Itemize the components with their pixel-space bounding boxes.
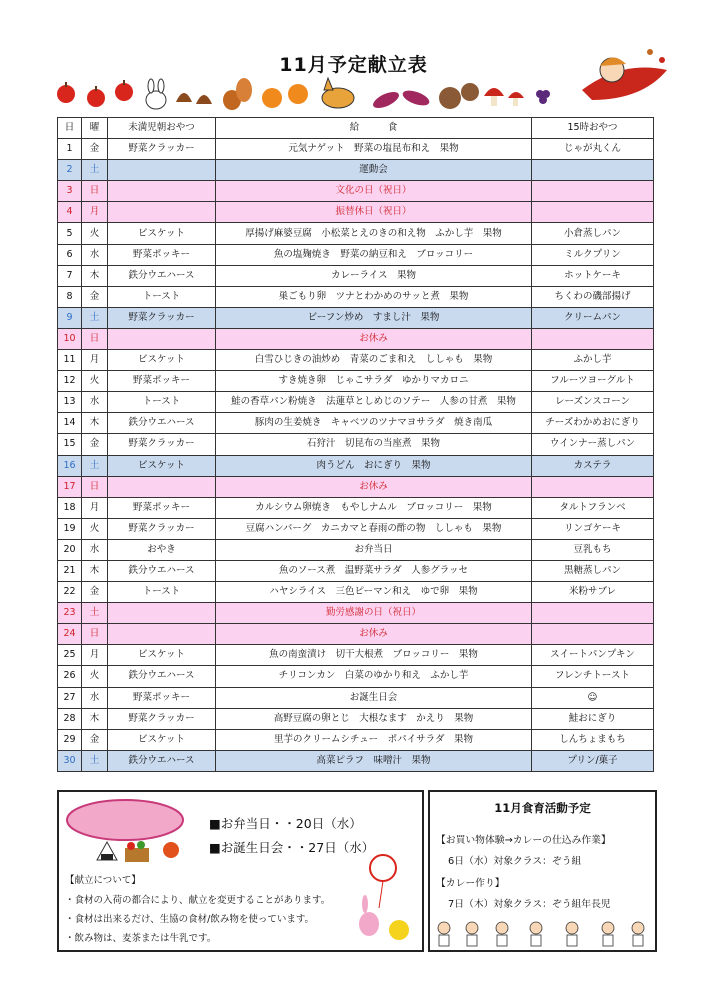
menu-lunch: 肉うどん おにぎり 果物 [216,455,532,476]
vegetable-basket-icon [125,841,149,862]
menu-weekday: 金 [82,286,108,307]
menu-row [58,666,654,687]
notice-bullet: ・食材の入荷の都合により、献立を変更することがあります。 [65,895,331,906]
menu-row [58,223,654,244]
menu-lunch: カレーライス 果物 [216,265,532,286]
menu-morning-snack: 鉄分ウエハース [108,413,216,434]
menu-weekday: 木 [82,413,108,434]
menu-row [58,582,654,603]
menu-afternoon-snack: しんちょまもち [532,729,654,750]
autumn-decoration [52,72,662,118]
menu-morning-snack: 野菜クラッカー [108,434,216,455]
header-morning-snack: 未満児朝おやつ [108,118,216,139]
menu-day: 7 [58,265,82,286]
menu-morning-snack: ビスケット [108,350,216,371]
menu-day: 20 [58,539,82,560]
menu-weekday: 金 [82,729,108,750]
menu-day: 2 [58,160,82,181]
food-education-box [428,790,657,952]
menu-row [58,286,654,307]
menu-row [58,307,654,328]
menu-morning-snack [108,603,216,624]
menu-morning-snack: トースト [108,392,216,413]
menu-day: 22 [58,582,82,603]
chestnut-icon [176,93,212,104]
menu-morning-snack: 鉄分ウエハース [108,265,216,286]
menu-afternoon-snack: フレンチトースト [532,666,654,687]
menu-afternoon-snack: じゃが丸くん [532,139,654,160]
menu-row [58,371,654,392]
menu-morning-snack: ビスケット [108,223,216,244]
menu-afternoon-snack: タルトフランベ [532,497,654,518]
menu-row [58,244,654,265]
activity-1-heading: 【お買い物体験→カレーの仕込み作業】 [436,835,611,846]
activity-2-heading: 【カレー作り】 [436,878,505,889]
menu-morning-snack [108,476,216,497]
menu-morning-snack [108,328,216,349]
menu-lunch: 巣ごもり卵 ツナとわかめのサッと煮 果物 [216,286,532,307]
menu-day: 24 [58,624,82,645]
menu-morning-snack: 野菜ポッキー [108,497,216,518]
menu-row [58,729,654,750]
menu-afternoon-snack: ホットケーキ [532,265,654,286]
menu-row [58,202,654,223]
menu-afternoon-snack [532,181,654,202]
notice-box [57,790,424,952]
table-header-row [58,118,654,139]
menu-afternoon-snack: ウインナー蒸しパン [532,434,654,455]
menu-weekday: 火 [82,518,108,539]
menu-lunch: 石狩汁 切昆布の当座煮 果物 [216,434,532,455]
menu-morning-snack: 鉄分ウエハース [108,560,216,581]
menu-morning-snack: 鉄分ウエハース [108,666,216,687]
menu-morning-snack: 野菜クラッカー [108,518,216,539]
menu-afternoon-snack: ちくわの磯部揚げ [532,286,654,307]
menu-morning-snack: 野菜クラッカー [108,708,216,729]
menu-day: 4 [58,202,82,223]
menu-weekday: 日 [82,181,108,202]
menu-row [58,434,654,455]
menu-lunch: 白雪ひじきの油炒め 青菜のごま和え ししゃも 果物 [216,350,532,371]
menu-lunch: お弁当日 [216,539,532,560]
mushroom-icon [484,88,524,106]
menu-afternoon-snack [532,476,654,497]
notice-bullet: ・飲み物は、麦茶または牛乳です。 [65,933,217,944]
menu-day: 12 [58,371,82,392]
grape-icon [536,90,550,104]
menu-lunch: 高菜ピラフ 味噌汁 果物 [216,750,532,771]
menu-weekday: 金 [82,582,108,603]
menu-afternoon-snack: スイートパンプキン [532,645,654,666]
menu-weekday: 火 [82,371,108,392]
menu-lunch: お誕生日会 [216,687,532,708]
menu-afternoon-snack: ☺ [532,687,654,708]
menu-row [58,476,654,497]
girl-on-leaf-illustration [572,40,672,110]
menu-weekday: 水 [82,687,108,708]
menu-lunch: 魚のソース煮 温野菜サラダ 人参グラッセ [216,560,532,581]
menu-row [58,328,654,349]
menu-weekday: 月 [82,497,108,518]
menu-lunch: お休み [216,476,532,497]
menu-afternoon-snack: クリームパン [532,307,654,328]
menu-day: 28 [58,708,82,729]
apple-icon [87,86,105,107]
menu-morning-snack: トースト [108,286,216,307]
header-day: 日 [58,118,82,139]
menu-afternoon-snack: カステラ [532,455,654,476]
menu-lunch: チリコンカン 白菜のゆかり和え ふかし芋 [216,666,532,687]
menu-weekday: 日 [82,328,108,349]
menu-day: 3 [58,181,82,202]
notice-bullet: ・食材は出来るだけ、生協の食材/飲み物を使っています。 [65,914,315,925]
menu-lunch: 勤労感謝の日（祝日） [216,603,532,624]
activity-2-detail: 7日（木）対象クラス：ぞう組年長児 [448,899,611,910]
menu-row [58,750,654,771]
menu-morning-snack: 野菜ポッキー [108,244,216,265]
menu-weekday: 木 [82,560,108,581]
menu-weekday: 木 [82,708,108,729]
rabbit-and-balloon-illustration [349,852,421,948]
menu-weekday: 木 [82,265,108,286]
food-education-title: 11月食育活動予定 [494,801,591,815]
menu-morning-snack: 野菜クラッカー [108,139,216,160]
menu-afternoon-snack [532,202,654,223]
menu-afternoon-snack: プリン/菓子 [532,750,654,771]
menu-row [58,560,654,581]
menu-weekday: 水 [82,244,108,265]
menu-afternoon-snack: チーズわかめおにぎり [532,413,654,434]
menu-lunch: 鮭の香草パン粉焼き 法蓮草としめじのソテー 人参の甘煮 果物 [216,392,532,413]
persimmon-icon [262,84,308,108]
menu-row [58,497,654,518]
menu-weekday: 金 [82,434,108,455]
menu-afternoon-snack: レーズンスコーン [532,392,654,413]
tanuki-icon [439,83,479,109]
menu-day: 14 [58,413,82,434]
menu-lunch: 元気ナゲット 野菜の塩昆布和え 果物 [216,139,532,160]
menu-day: 9 [58,307,82,328]
menu-lunch: 文化の日（祝日） [216,181,532,202]
menu-afternoon-snack [532,603,654,624]
menu-lunch: お休み [216,328,532,349]
menu-lunch: 運動会 [216,160,532,181]
menu-day: 27 [58,687,82,708]
rabbit-icon [146,79,166,109]
header-weekday: 曜 [82,118,108,139]
menu-day: 26 [58,666,82,687]
menu-row [58,139,654,160]
menu-row [58,413,654,434]
menu-morning-snack [108,202,216,223]
menu-morning-snack: ビスケット [108,455,216,476]
menu-weekday: 日 [82,624,108,645]
menu-day: 15 [58,434,82,455]
menu-afternoon-snack: ミルクプリン [532,244,654,265]
menu-morning-snack: おやき [108,539,216,560]
menu-day: 21 [58,560,82,581]
menu-weekday: 土 [82,455,108,476]
apple-icon [57,82,75,103]
menu-lunch: 里芋のクリームシチュー ポパイサラダ 果物 [216,729,532,750]
menu-lunch: 振替休日（祝日） [216,202,532,223]
menu-row [58,687,654,708]
menu-day: 5 [58,223,82,244]
menu-afternoon-snack: リンゴケーキ [532,518,654,539]
menu-row [58,392,654,413]
menu-afternoon-snack: 米粉サブレ [532,582,654,603]
menu-lunch: 魚の南蛮漬け 切干大根煮 ブロッコリー 果物 [216,645,532,666]
menu-afternoon-snack [532,328,654,349]
menu-table [57,117,654,772]
menu-weekday: 月 [82,202,108,223]
menu-weekday: 金 [82,139,108,160]
menu-morning-snack: ビスケット [108,729,216,750]
menu-afternoon-snack: 豆乳もち [532,539,654,560]
fox-icon [322,78,354,108]
header-afternoon-snack: 15時おやつ [532,118,654,139]
menu-morning-snack [108,160,216,181]
menu-morning-snack: トースト [108,582,216,603]
menu-row [58,603,654,624]
menu-weekday: 日 [82,476,108,497]
menu-weekday: 土 [82,160,108,181]
menu-day: 6 [58,244,82,265]
menu-lunch: ハヤシライス 三色ピーマン和え ゆで卵 果物 [216,582,532,603]
menu-afternoon-snack: ふかし芋 [532,350,654,371]
menu-weekday: 月 [82,645,108,666]
menu-lunch: すき焼き卵 じゃこサラダ ゆかりマカロニ [216,371,532,392]
menu-morning-snack [108,624,216,645]
header-lunch: 給 食 [216,118,532,139]
menu-row [58,181,654,202]
menu-day: 18 [58,497,82,518]
menu-weekday: 土 [82,307,108,328]
menu-afternoon-snack: フルーツヨーグルト [532,371,654,392]
squirrel-icon [223,78,252,110]
menu-afternoon-snack: 小倉蒸しパン [532,223,654,244]
menu-afternoon-snack [532,624,654,645]
menu-lunch: 高野豆腐の卵とじ 大根なます かえり 果物 [216,708,532,729]
menu-weekday: 火 [82,223,108,244]
children-cooking-illustration [432,918,652,948]
menu-morning-snack [108,181,216,202]
menu-day: 25 [58,645,82,666]
menu-weekday: 火 [82,666,108,687]
menu-row [58,708,654,729]
menu-row [58,455,654,476]
menu-morning-snack: 野菜ポッキー [108,371,216,392]
menu-row [58,624,654,645]
menu-day: 19 [58,518,82,539]
birthday-party-note: ■お誕生日会・・27日（水） [209,840,375,855]
page-title: 11月予定献立表 [279,54,428,76]
menu-afternoon-snack [532,160,654,181]
menu-row [58,539,654,560]
menu-row [58,350,654,371]
apple-icon [115,80,133,101]
menu-afternoon-snack: 黒糖蒸しパン [532,560,654,581]
menu-lunch: カルシウム卵焼き もやしナムル ブロッコリー 果物 [216,497,532,518]
menu-afternoon-snack: 鮭おにぎり [532,708,654,729]
menu-lunch: 豆腐ハンバーグ カニカマと春雨の酢の物 ししゃも 果物 [216,518,532,539]
menu-row [58,265,654,286]
menu-morning-snack: 野菜ポッキー [108,687,216,708]
menu-weekday: 月 [82,350,108,371]
menu-day: 8 [58,286,82,307]
menu-day: 11 [58,350,82,371]
menu-lunch: ビーフン炒め すまし汁 果物 [216,307,532,328]
menu-day: 13 [58,392,82,413]
menu-day: 17 [58,476,82,497]
menu-day: 16 [58,455,82,476]
menu-weekday: 土 [82,603,108,624]
menu-row [58,160,654,181]
menu-day: 10 [58,328,82,349]
menu-morning-snack: ビスケット [108,645,216,666]
menu-morning-snack: 鉄分ウエハース [108,750,216,771]
rice-ball-icon [97,842,117,860]
menu-lunch: お休み [216,624,532,645]
activity-1-detail: 6日（水）対象クラス：ぞう組 [448,856,582,867]
menu-weekday: 水 [82,392,108,413]
menu-weekday: 水 [82,539,108,560]
sweet-potato-icon [371,88,431,112]
menu-lunch: 魚の塩麹焼き 野菜の納豆和え ブロッコリー [216,244,532,265]
octopus-icon [163,842,179,858]
bento-day-note: ■お弁当日・・20日（水） [209,816,362,831]
menu-lunch: 厚揚げ麻婆豆腐 小松菜とえのきの和え物 ふかし芋 果物 [216,223,532,244]
menu-morning-snack: 野菜クラッカー [108,307,216,328]
menu-row [58,518,654,539]
menu-notice-heading: 【献立について】 [65,875,141,886]
menu-day: 23 [58,603,82,624]
menu-weekday: 土 [82,750,108,771]
menu-day: 1 [58,139,82,160]
menu-day: 29 [58,729,82,750]
menu-row [58,645,654,666]
menu-day: 30 [58,750,82,771]
oshirase-title-illustration [65,798,189,868]
menu-lunch: 豚肉の生姜焼き キャベツのツナマヨサラダ 焼き南瓜 [216,413,532,434]
